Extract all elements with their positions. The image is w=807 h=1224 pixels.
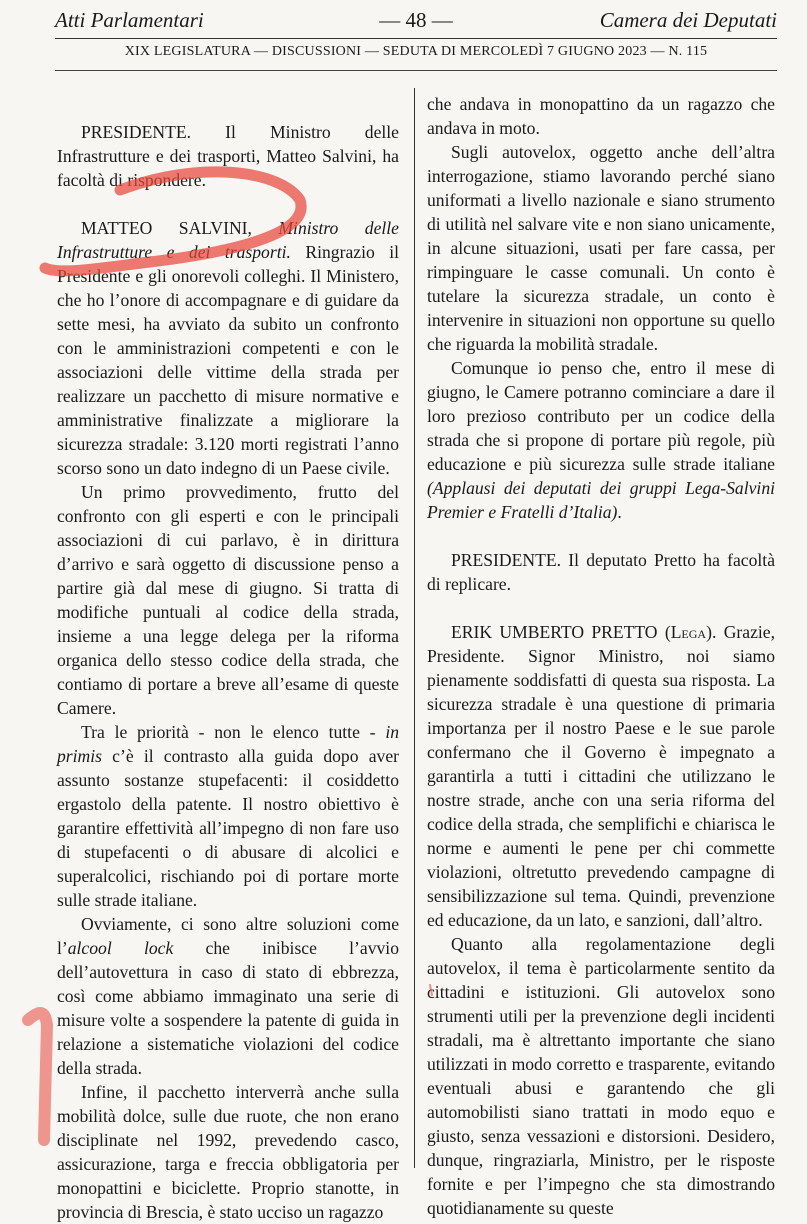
subtitle-rule — [55, 70, 777, 71]
speaker-name: PRESIDENTE. — [81, 122, 191, 142]
paragraph: Un primo provvedimento, frutto del confronto con gli esperti e con le principali associazioni di cui parlavo, è in dirittura d’arrivo e sarà oggetto di discussione penso a partire già dal mese di giugno. Si tratta di modifiche puntuali al codice della strada, insieme a una legge delega per la riforma organica dello stesso codice della strada, che contiamo di portare a breve all’esame di queste Camere. — [57, 482, 399, 718]
speaker-name: MATTEO SALVINI, — [81, 218, 252, 238]
column-divider — [414, 88, 415, 1168]
running-header — [55, 8, 777, 36]
paragraph: Infine, il pacchetto interverrà anche sulla mobilità dolce, sulle due ruote, che non erano disciplinate nel 1992, prevedendo casco, assicurazione, targa e freccia obbligatoria per monopattini e biciclette. Proprio stanotte, in provincia di Brescia, è stato ucciso un ragazzo — [57, 1082, 399, 1222]
speaker-name: PRESIDENTE. — [451, 550, 561, 570]
margin-bracket-mark — [28, 1013, 47, 1140]
paragraph-presidente: PRESIDENTE. Il Ministro delle Infrastrutture e dei trasporti, Matteo Salvini, ha facoltà di rispondere. — [57, 122, 399, 190]
paragraph-presidente: PRESIDENTE. Il deputato Pretto ha facoltà di replicare. — [427, 550, 775, 594]
right-column — [427, 92, 775, 1220]
header-publication: Atti Parlamentari — [55, 8, 204, 32]
speaker-role: Ministro delle Infrastrutture e dei trasporti. — [57, 218, 399, 262]
paragraph: che andava in monopattino da un ragazzo che andava in moto. — [427, 94, 775, 138]
left-column — [57, 92, 399, 1224]
party-name: Lega — [670, 622, 707, 642]
paragraph: Sugli autovelox, oggetto anche dell’altra interrogazione, stiamo lavorando perché siano uniformati a livello nazionale e siano strumento di utilità nel salvare vite e non siano unicamente, in alcune situazioni, usati per fare cassa, per rimpinguare le casse comunali. Un conto è tutelare la sicurezza stradale, un conto è intervenire in situazioni non opportune su quello che riguarda la mobilità stradale. — [427, 142, 775, 354]
speaker-name: ERIK UMBERTO PRETTO ( — [451, 622, 671, 642]
header-page-number: — 48 — — [379, 8, 453, 32]
header-chamber: Camera dei Deputati — [599, 8, 777, 32]
paragraph: Quanto alla regolamentazione degli autovelox, il tema è particolarmente sentito da cittadini e istituzioni. Gli autovelox sono strumenti utili per la prevenzione degli incidenti stradali, ma è altrettanto importante che siano utilizzati in modo corretto e trasparente, evitando eventuali abusi e garantendo che gli automobilisti siano trattati in modo equo e giusto, senza vessazioni e distorsioni. Desidero, dunque, ringraziarla, Ministro, per le risposte fornite e per l’impegno che sta dimostrando quotidianamente su queste — [427, 934, 775, 1218]
paragraph: Tra le priorità - non le elenco tutte - in primis c’è il contrasto alla guida dopo aver assunto sostanze stupefacenti: il cosiddetto ergastolo della patente. Il nostro obiettivo è garantire effettività all’impegno di non fare uso di stupefacenti o di abusare di alcolici e superalcolici, rischiando poi di portare morte sulle strade italiane. — [57, 722, 399, 910]
paragraph: Comunque io penso che, entro il mese di giugno, le Camere potranno cominciare a dare il loro prezioso contributo per un codice della strada che si propone di portare più regole, più educazione e più sicurezza sulle strade italiane (Applausi dei deputati dei gruppi Lega-Salvini Premier e Fratelli d’Italia). — [427, 358, 775, 522]
applause-note: (Applausi dei deputati dei gruppi Lega-Salvini Premier e Fratelli d’Italia) — [427, 478, 775, 522]
header-rule — [55, 38, 777, 39]
paragraph-salvini: MATTEO SALVINI, Ministro delle Infrastrutture e dei trasporti. Ringrazio il Presidente e gli onorevoli colleghi. Il Ministero, che ho l’onore di accompagnare e di guidare da sette mesi, ha avviato da subito un confronto con le amministrazioni competenti e con le associazioni delle vittime della strada per realizzare un pacchetto di misure normative e amministrative finalizzate a migliorare la sicurezza stradale: 3.120 morti registrati l’anno scorso sono un dato indegno di un Paese civile. — [57, 218, 400, 478]
session-subtitle: XIX LEGISLATURA — DISCUSSIONI — SEDUTA DI MERCOLEDÌ 7 GIUGNO 2023 — N. 115 — [124, 44, 708, 59]
paragraph-pretto: ERIK UMBERTO PRETTO (Lega). Grazie, Presidente. Signor Ministro, noi siamo pienamente soddisfatti di questa sua risposta. La sicurezza stradale è una questione di primaria importanza per il nostro Paese e le sue parole confermano che il Governo è impegnato a garantirla a tutti i cittadini che utilizzano le nostre strade, anche con una seria riforma del codice della strada, che semplifichi e chiarisca le norme e aumenti le pene per chi commette violazioni, oltretutto prevedendo campagne di sensibilizzazione sul tema. Quindi, prevenzione ed educazione, da un lato, e sanzioni, dall’altro. — [427, 622, 775, 930]
paragraph: Ovviamente, ci sono altre soluzioni come l’alcool lock che inibisce l’avvio dell’autovettura in caso di stato di ebbrezza, così come abbiamo immaginato una serie di misure volte a sospendere la patente di guida in relazione a sistematiche violazioni del codice della strada. — [57, 914, 399, 1078]
